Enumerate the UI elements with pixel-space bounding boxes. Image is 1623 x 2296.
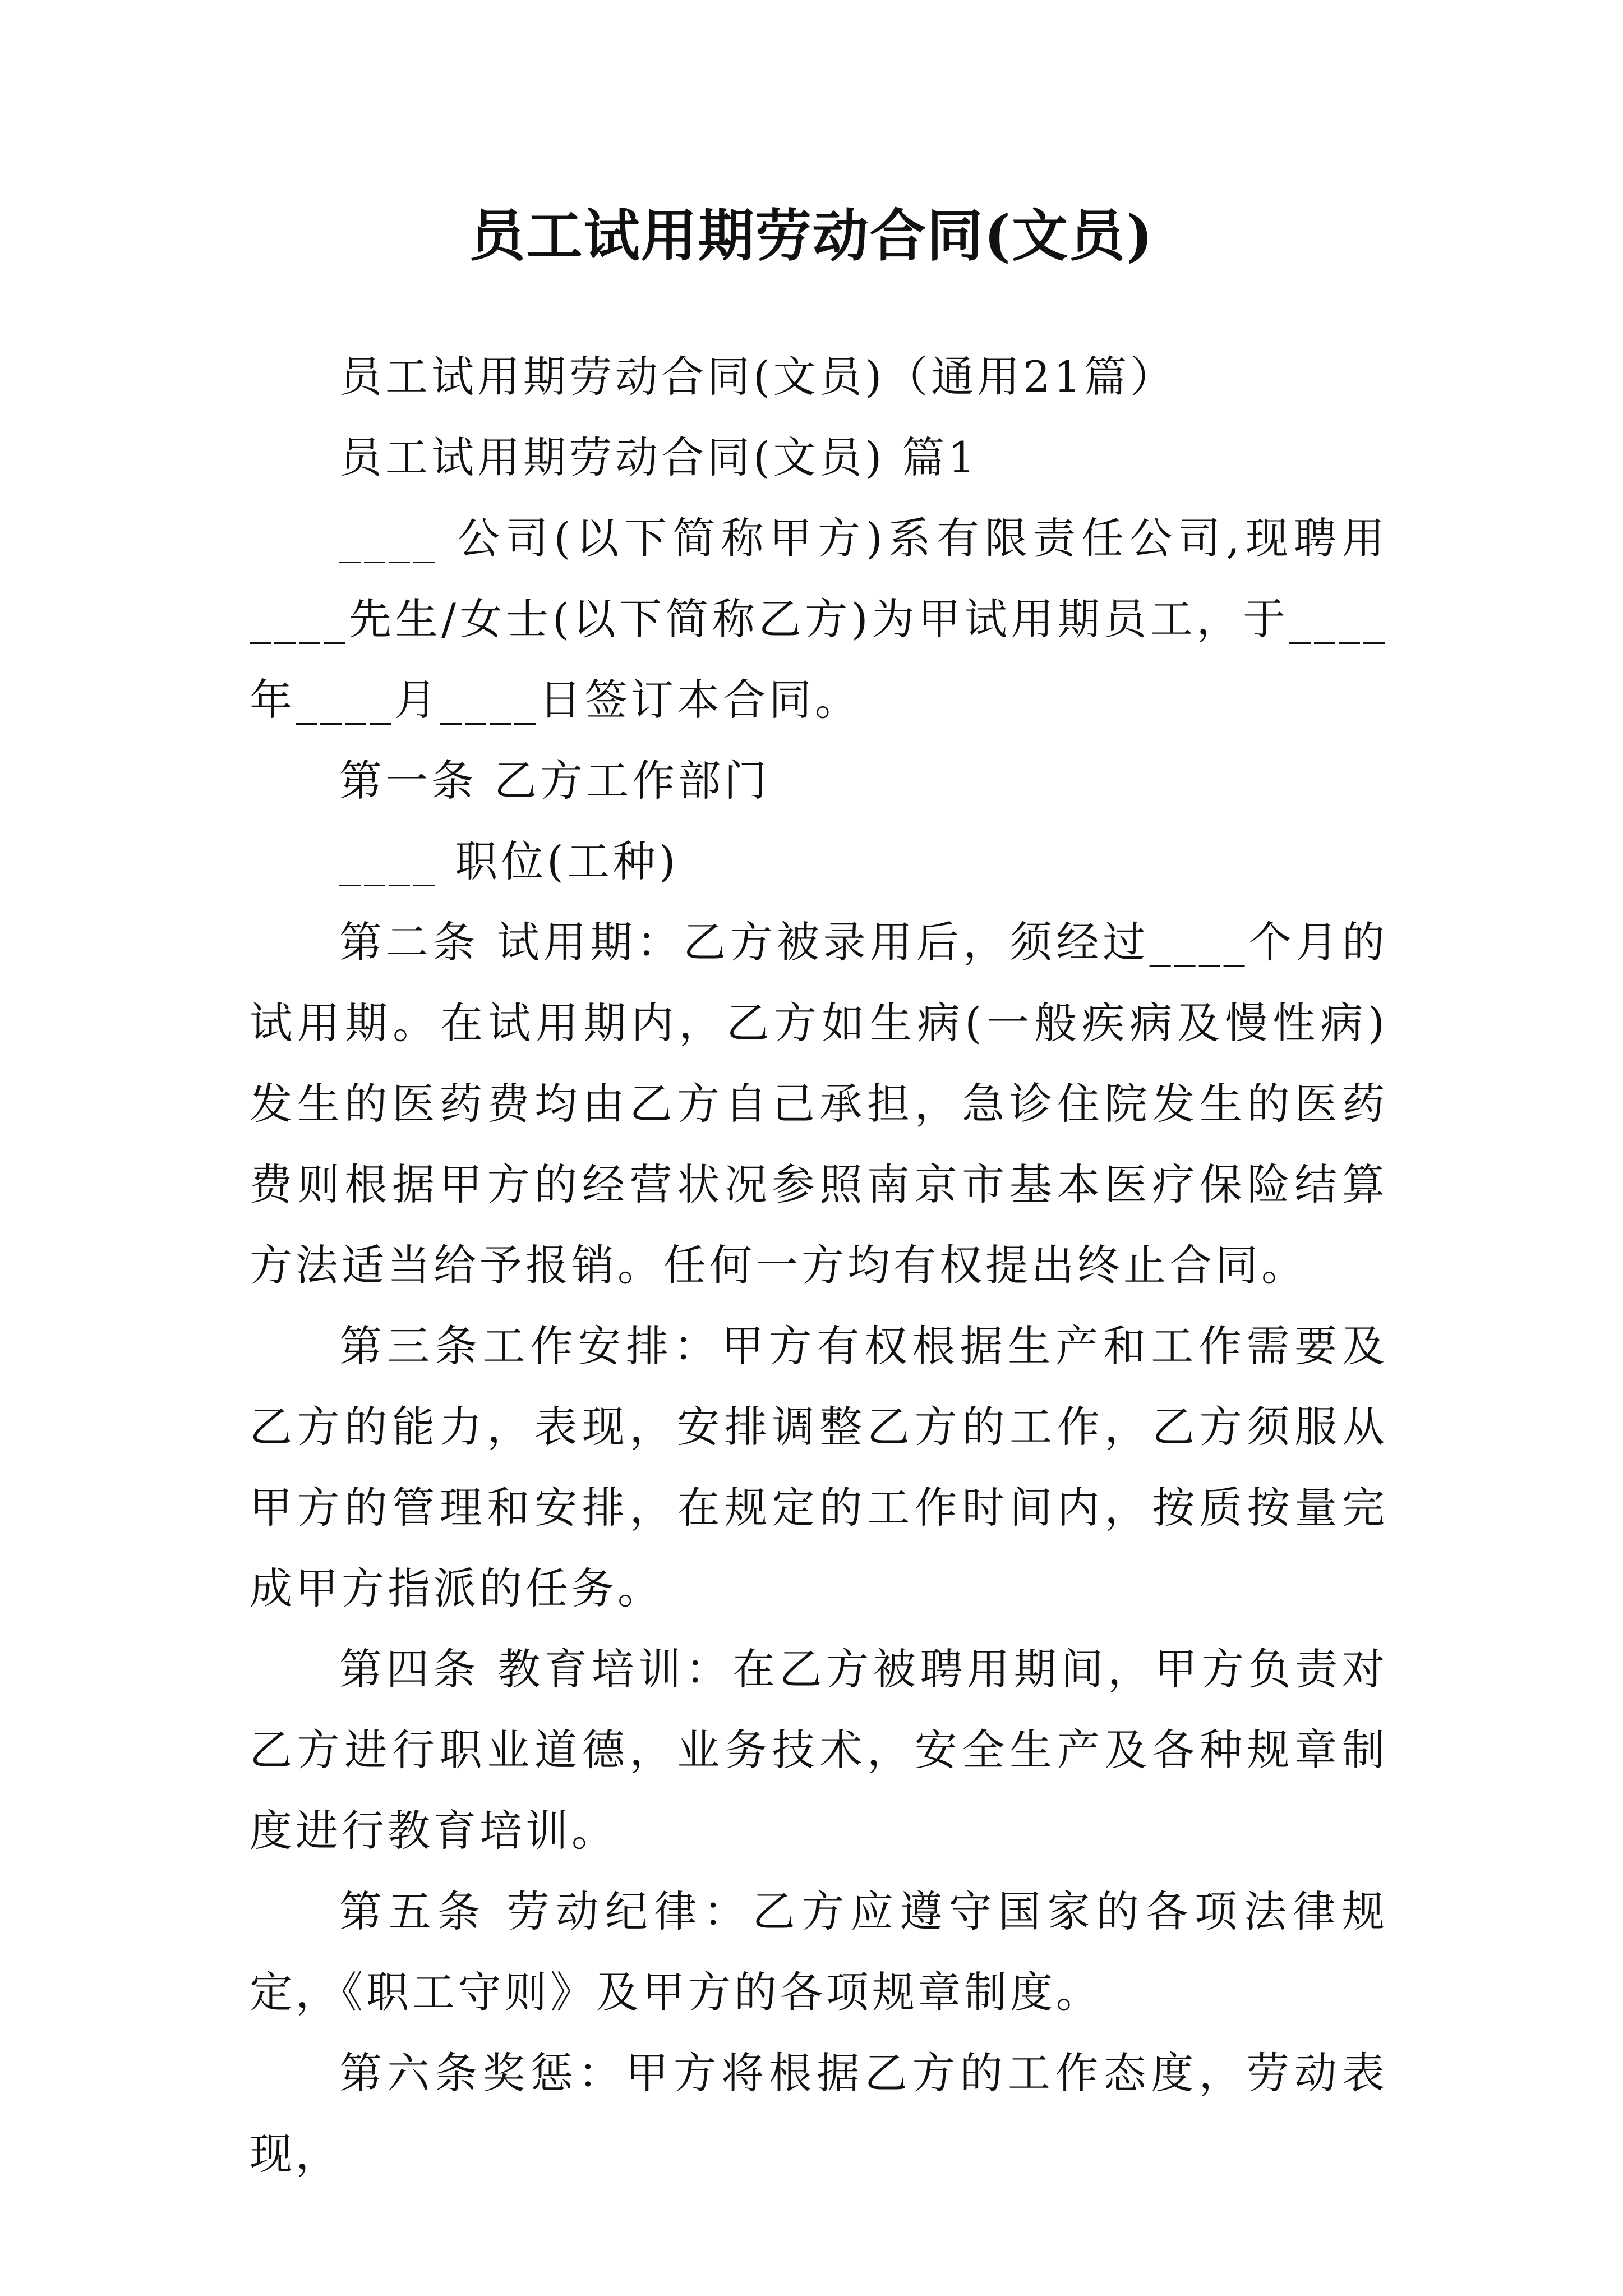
- section-heading: 员工试用期劳动合同(文员) 篇1: [339, 432, 979, 482]
- article-6: 第六条奖惩：甲方将根据乙方的工作态度，劳动表现，: [250, 2048, 1388, 2179]
- intro-paragraph: ____ 公司(以下简称甲方)系有限责任公司,现聘用____先生/女士(以下简称乙方)为甲试用期员工，于____ 年____月____日签订本合同。: [250, 513, 1405, 725]
- article-3: 第三条工作安排：甲方有权根据生产和工作需要及乙方的能力，表现，安排调整乙方的工作，乙方须服从甲方的管理和安排，在规定的工作时间内，按质按量完成甲方指派的任务。: [250, 1321, 1388, 1613]
- document-title: 员工试用期劳动合同(文员): [469, 203, 1154, 269]
- article-1: 第一条 乙方工作部门: [339, 756, 771, 806]
- document-body: [250, 337, 1405, 2194]
- article-5: 第五条 劳动纪律：乙方应遵守国家的各项法律规定，《职工守则》及甲方的各项规章制度。: [250, 1887, 1388, 2017]
- article-4: 第四条 教育培训：在乙方被聘用期间，甲方负责对乙方进行职业道德，业务技术，安全生产及各种规章制度进行教育培训。: [250, 1644, 1388, 1856]
- article-2: 第二条 试用期：乙方被录用后，须经过____个月的试用期。在试用期内，乙方如生病(一般疾病及慢性病)发生的医药费均由乙方自己承担，急诊住院发生的医药费则根据甲方的经营状况参照南京市基本医疗保险结算方法适当给予报销。任何一方均有权提出终止合同。: [250, 917, 1388, 1290]
- article-1-position: ____ 职位(工种): [339, 836, 679, 886]
- subtitle-paragraph: 员工试用期劳动合同(文员)（通用21篇）: [339, 352, 1177, 402]
